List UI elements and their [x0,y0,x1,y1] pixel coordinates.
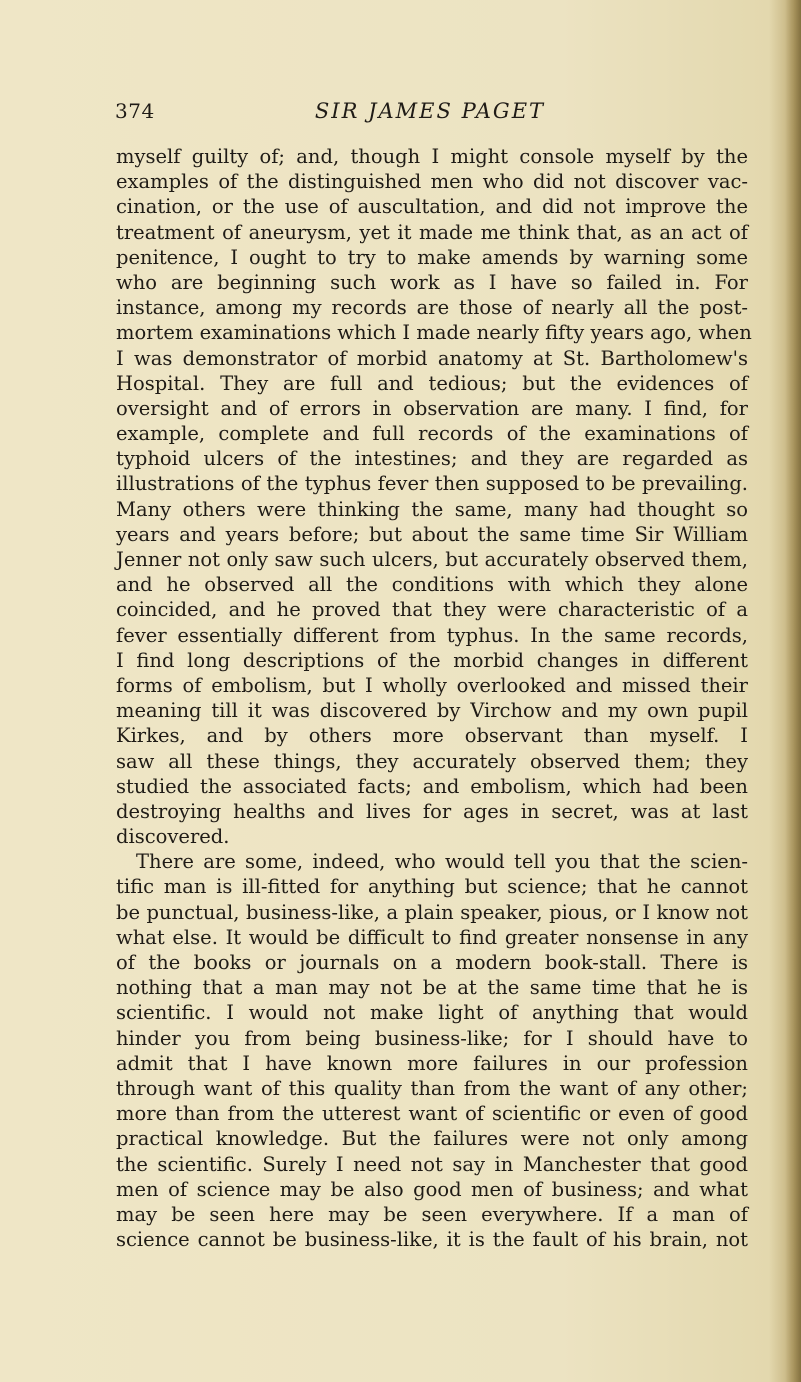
text-line: may be seen here may be seen everywhere. If a man of [116,1202,748,1226]
text-line: destroying healths and lives for ages in secret, was at last [116,799,748,823]
text-line: Jenner not only saw such ulcers, but accurately observed them, [116,548,748,571]
text-line: be punctual, business-like, a plain speaker, pious, or I know not [116,900,748,924]
text-line: of the books or journals on a modern book-stall. There is [116,951,748,974]
text-line: who are beginning such work as I have so failed in. For [116,270,748,294]
text-line: typhoid ulcers of the intestines; and they are regarded as [116,447,748,471]
text-line: forms of embolism, but I wholly overlooked and missed their [116,673,748,697]
text-line: coincided, and he proved that they were characteristic of a [116,598,748,622]
text-line: science cannot be business-like, it is the fault of his brain, not [116,1228,748,1252]
text-line: example, complete and full records of the examinations of [116,422,748,446]
page-number: 374 [115,99,155,123]
text-line: cination, or the use of auscultation, and did not improve the [116,195,748,219]
paragraph [116,144,752,849]
text-line: the scientific. Surely I need not say in Manchester that good [116,1152,748,1176]
text-line: mortem examinations which I made nearly fifty years ago, when [116,321,752,345]
text-line: saw all these things, they accurately observed them; they [116,749,748,773]
text-line: nothing that a man may not be at the same time that he is [116,976,748,1000]
text-line: men of science may be also good men of business; and what [116,1177,748,1201]
text-line: and he observed all the conditions with which they alone [116,573,748,597]
text-line: tific man is ill-fitted for anything but science; that he cannot [116,875,748,899]
text-line: I find long descriptions of the morbid changes in different [116,648,748,672]
text-line: examples of the distinguished men who did not discover vac- [116,170,748,194]
text-line: practical knowledge. But the failures were not only among [116,1127,748,1151]
text-line: what else. It would be difficult to find greater nonsense in any [116,925,748,949]
paragraph [116,849,748,1252]
text-line: more than from the utterest want of scientific or even of good [116,1102,748,1126]
text-line: oversight and of errors in observation are many. I find, for [116,396,748,420]
text-line: I was demonstrator of morbid anatomy at St. Bartholomew's [116,346,748,370]
text-line: treatment of aneurysm, yet it made me think that, as an act of [116,220,748,244]
page-edge-shadow [785,0,801,1382]
text-line: Kirkes, and by others more observant than myself. I [116,724,748,748]
running-title: SIR JAMES PAGET [314,99,546,123]
body-text [116,144,752,1252]
text-line: studied the associated facts; and embolism, which had been [116,774,748,798]
text-line: Many others were thinking the same, many had thought so [116,497,748,521]
text-line: myself guilty of; and, though I might console myself by the [116,145,748,168]
running-head [115,96,745,126]
text-line: fever essentially different from typhus. In the same records, [116,623,748,647]
text-line: hinder you from being business-like; for I should have to [116,1026,748,1050]
text-line: There are some, indeed, who would tell you that the scien- [136,850,748,874]
text-line: scientific. I would not make light of anything that would [116,1001,748,1025]
text-line: admit that I have known more failures in our profession [116,1051,748,1075]
text-line: years and years before; but about the same time Sir William [116,522,748,546]
text-line: through want of this quality than from the want of any other; [116,1076,748,1100]
text-line: Hospital. They are full and tedious; but the evidences of [116,371,748,395]
text-line: illustrations of the typhus fever then supposed to be prevailing. [116,472,748,496]
text-line: penitence, I ought to try to make amends by warning some [116,245,748,269]
text-line: meaning till it was discovered by Virchow and my own pupil [116,699,748,723]
text-line: instance, among my records are those of nearly all the post- [116,296,748,320]
text-line: discovered. [116,825,230,849]
